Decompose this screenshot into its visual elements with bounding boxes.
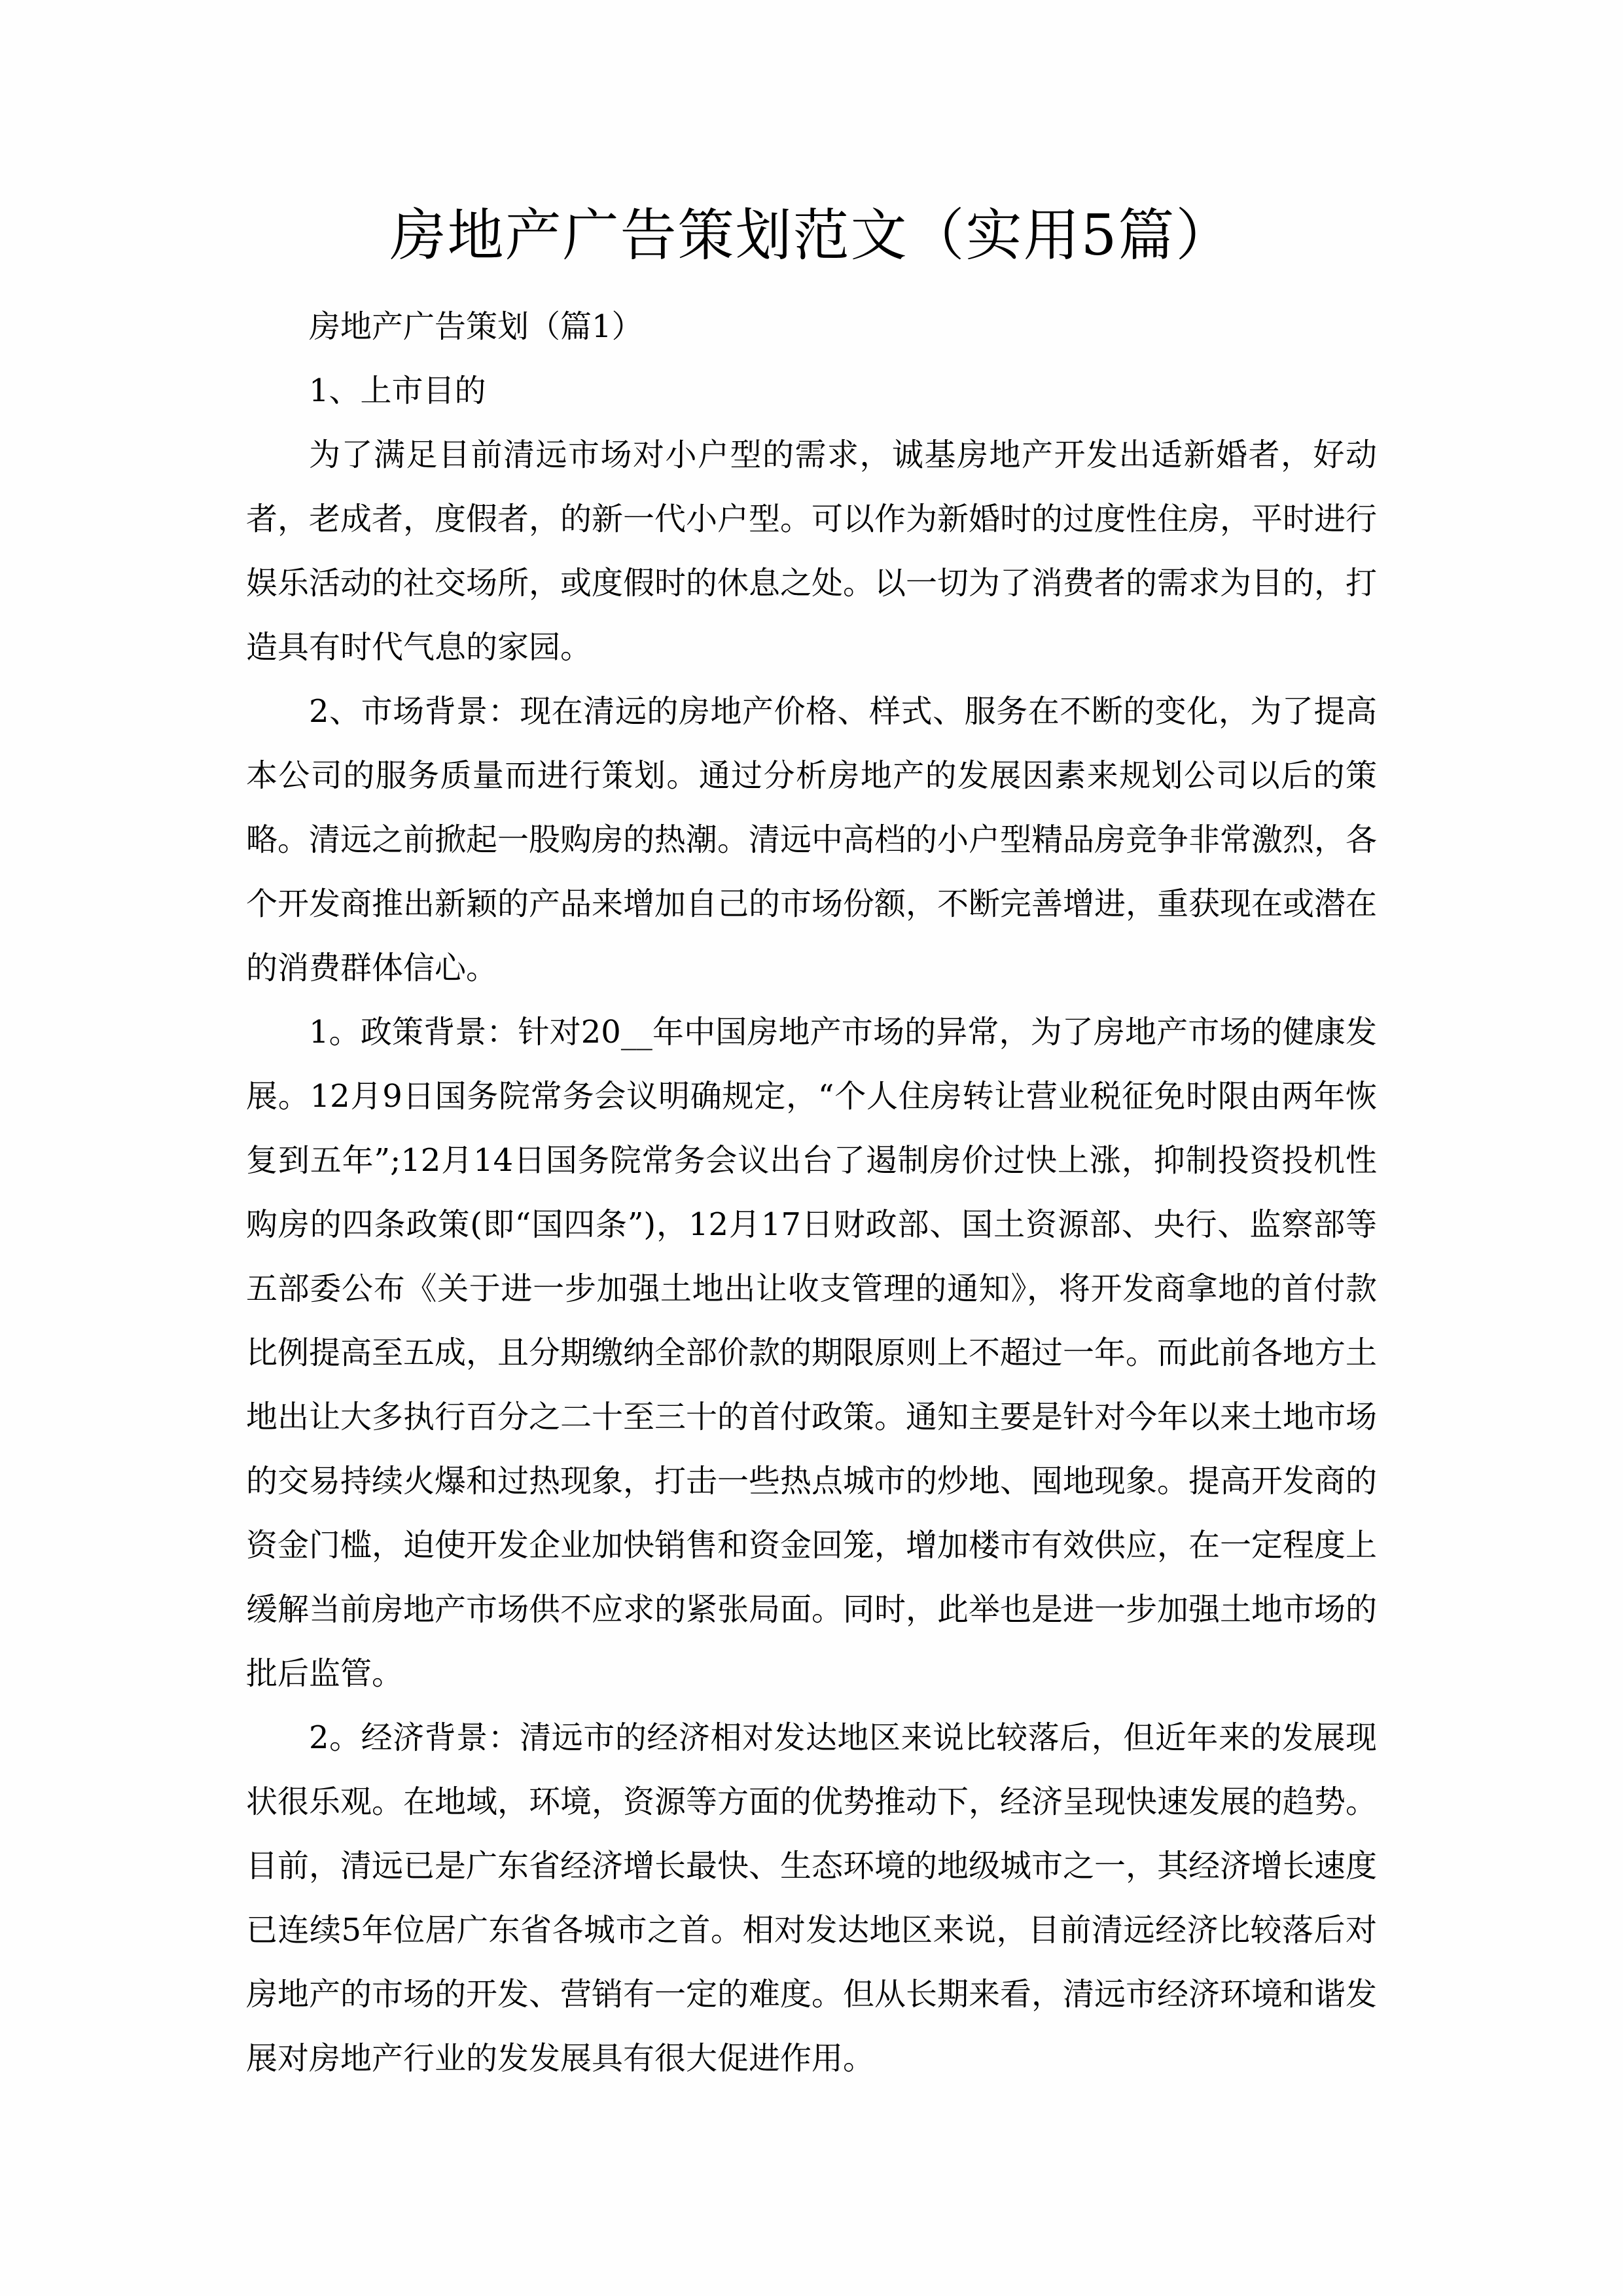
document-title: 房地产广告策划范文（实用5篇） [389, 203, 1234, 268]
paragraph-policy-background: 1。政策背景：针对20__年中国房地产市场的异常，为了房地产市场的健康发展。12月9日国务院常务会议明确规定，“个人住房转让营业税征免时限由两年恢复到五年”;12月14日国务院常务会议出台了遏制房价过快上涨，抑制投资投机性购房的四条政策(即“国四条”)，12月17日财政部、国土资源部、央行、监察部等五部委公布《关于进一步加强土地出让收支管理的通知》，将开发商拿地的首付款比例提高至五成，且分期缴纳全部价款的期限原则上不超过一年。而此前各地方土地出让大多执行百分之二十至三十的首付政策。通知主要是针对今年以来土地市场的交易持续火爆和过热现象，打击一些热点城市的炒地、囤地现象。提高开发商的资金门槛，迫使开发企业加快销售和资金回笼，增加楼市有效供应，在一定程度上缓解当前房地产市场供不应求的紧张局面。同时，此举也是进一步加强土地市场的批后监管。 [246, 1014, 1378, 1692]
paragraph-listing-purpose: 为了满足目前清远市场对小户型的需求，诚基房地产开发出适新婚者，好动者，老成者，度假者，的新一代小户型。可以作为新婚时的过度性住房，平时进行娱乐活动的社交场所，或度假时的休息之处。以一切为了消费者的需求为目的，打造具有时代气息的家园。 [246, 437, 1378, 666]
paragraph-economic-background: 2。经济背景：清远市的经济相对发达地区来说比较落后，但近年来的发展现状很乐观。在地域，环境，资源等方面的优势推动下，经济呈现快速发展的趋势。目前，清远已是广东省经济增长最快、生态环境的地级城市之一，其经济增长速度已连续5年位居广东省各城市之首。相对发达地区来说，目前清远经济比较落后对房地产的市场的开发、营销有一定的难度。但从长期来看，清远市经济环境和谐发展对房地产行业的发发展具有很大促进作用。 [246, 1719, 1378, 2077]
document-body [246, 295, 1377, 2090]
section-heading-part-1: 房地产广告策划（篇1） [309, 308, 643, 345]
paragraph-market-background: 2、市场背景：现在清远的房地产价格、样式、服务在不断的变化，为了提高本公司的服务质量而进行策划。通过分析房地产的发展因素来规划公司以后的策略。清远之前掀起一股购房的热潮。清远中高档的小户型精品房竞争非常激烈，各个开发商推出新颖的产品来增加自己的市场份额，不断完善增进，重获现在或潜在的消费群体信心。 [246, 693, 1378, 986]
heading-listing-purpose: 1、上市目的 [309, 372, 486, 409]
